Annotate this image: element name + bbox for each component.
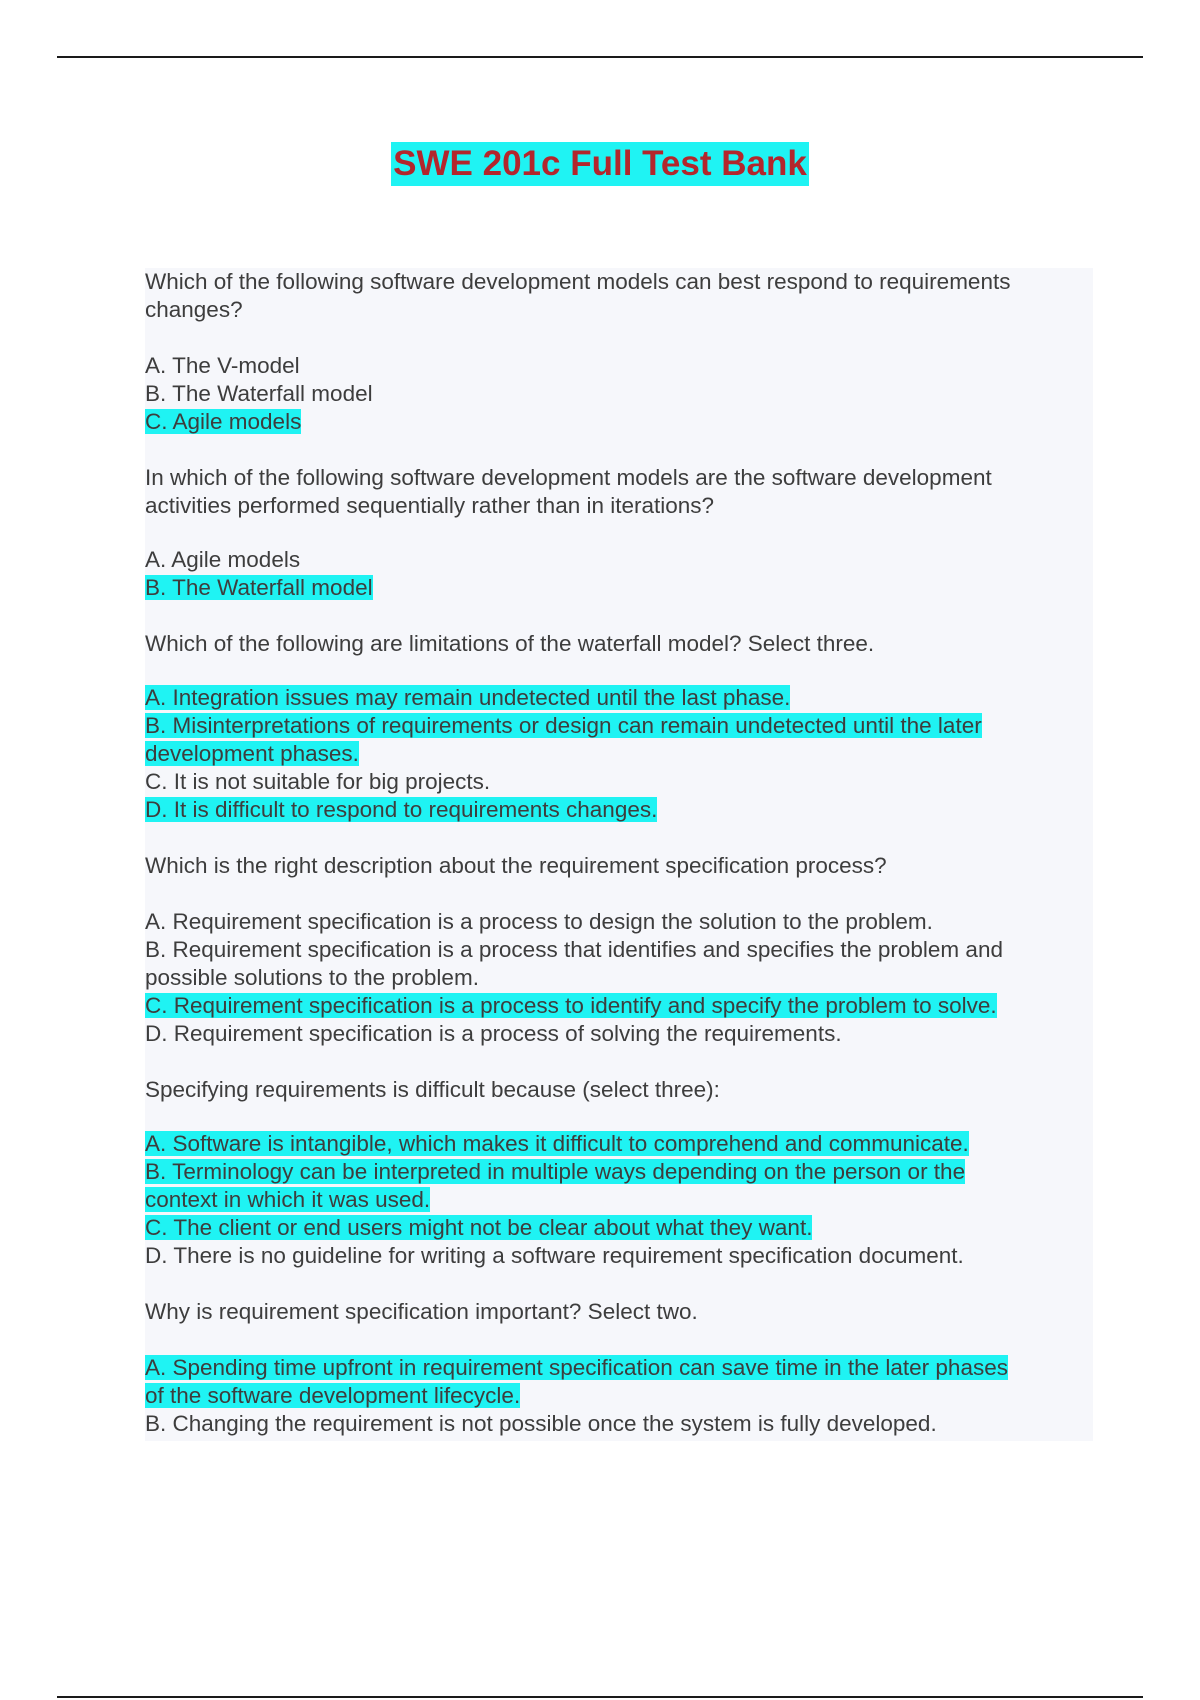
- option-a-correct: A. Integration issues may remain undetected until the last phase.: [145, 685, 791, 710]
- question-text: changes?: [145, 297, 243, 322]
- option-a-correct: A. Spending time upfront in requirement specification can save time in the later phases: [145, 1355, 1008, 1380]
- option-c-correct: C. The client or end users might not be clear about what they want.: [145, 1215, 813, 1240]
- question-5: [145, 1076, 1075, 1104]
- question-2: [145, 464, 1075, 520]
- question-5-options: [145, 1130, 1075, 1270]
- option-b-correct-cont: context in which it was used.: [145, 1187, 431, 1212]
- option-c-correct: C. Agile models: [145, 409, 302, 434]
- option-d-correct: D. It is difficult to respond to requirements changes.: [145, 797, 658, 822]
- question-text: Which of the following software development models can best respond to requirements: [145, 269, 1011, 294]
- option-c: C. It is not suitable for big projects.: [145, 769, 491, 794]
- option-a: A. Requirement specification is a process to design the solution to the problem.: [145, 909, 933, 934]
- option-a-correct: A. Software is intangible, which makes it difficult to comprehend and communicate.: [145, 1131, 969, 1156]
- question-4-options: [145, 908, 1075, 1048]
- option-b-correct: B. The Waterfall model: [145, 575, 373, 600]
- title-container: [0, 142, 1200, 186]
- question-text: activities performed sequentially rather than in iterations?: [145, 493, 715, 518]
- option-b: B. Requirement specification is a process that identifies and specifies the problem and: [145, 937, 1003, 962]
- option-b: B. The Waterfall model: [145, 381, 373, 406]
- option-c-correct: C. Requirement specification is a process to identify and specify the problem to solve.: [145, 993, 997, 1018]
- question-1: [145, 268, 1075, 324]
- question-4: [145, 852, 1075, 880]
- option-b-cont: possible solutions to the problem.: [145, 965, 479, 990]
- option-a-correct-cont: of the software development lifecycle.: [145, 1383, 521, 1408]
- question-text: Which of the following are limitations of the waterfall model? Select three.: [145, 631, 875, 656]
- question-3: [145, 630, 1075, 658]
- question-text: In which of the following software development models are the software development: [145, 465, 992, 490]
- bottom-rule: [57, 1696, 1143, 1698]
- option-b: B. Changing the requirement is not possible once the system is fully developed.: [145, 1411, 937, 1436]
- option-b-correct: B. Terminology can be interpreted in multiple ways depending on the person or the: [145, 1159, 966, 1184]
- top-rule: [57, 56, 1143, 58]
- option-d: D. There is no guideline for writing a software requirement specification document.: [145, 1243, 964, 1268]
- option-d: D. Requirement specification is a process of solving the requirements.: [145, 1021, 842, 1046]
- question-3-options: [145, 684, 1075, 824]
- question-text: Specifying requirements is difficult because (select three):: [145, 1077, 720, 1102]
- question-text: Why is requirement specification important? Select two.: [145, 1299, 698, 1324]
- question-6: [145, 1298, 1075, 1326]
- question-6-options: [145, 1354, 1075, 1438]
- option-a: A. Agile models: [145, 547, 301, 572]
- document-title: SWE 201c Full Test Bank: [391, 142, 809, 186]
- question-text: Which is the right description about the requirement specification process?: [145, 853, 887, 878]
- question-panel: [145, 268, 1093, 1441]
- question-2-options: [145, 546, 1075, 602]
- option-b-correct: B. Misinterpretations of requirements or design can remain undetected until the later: [145, 713, 982, 738]
- option-a: A. The V-model: [145, 353, 300, 378]
- option-b-correct-cont: development phases.: [145, 741, 359, 766]
- question-1-options: [145, 352, 1075, 436]
